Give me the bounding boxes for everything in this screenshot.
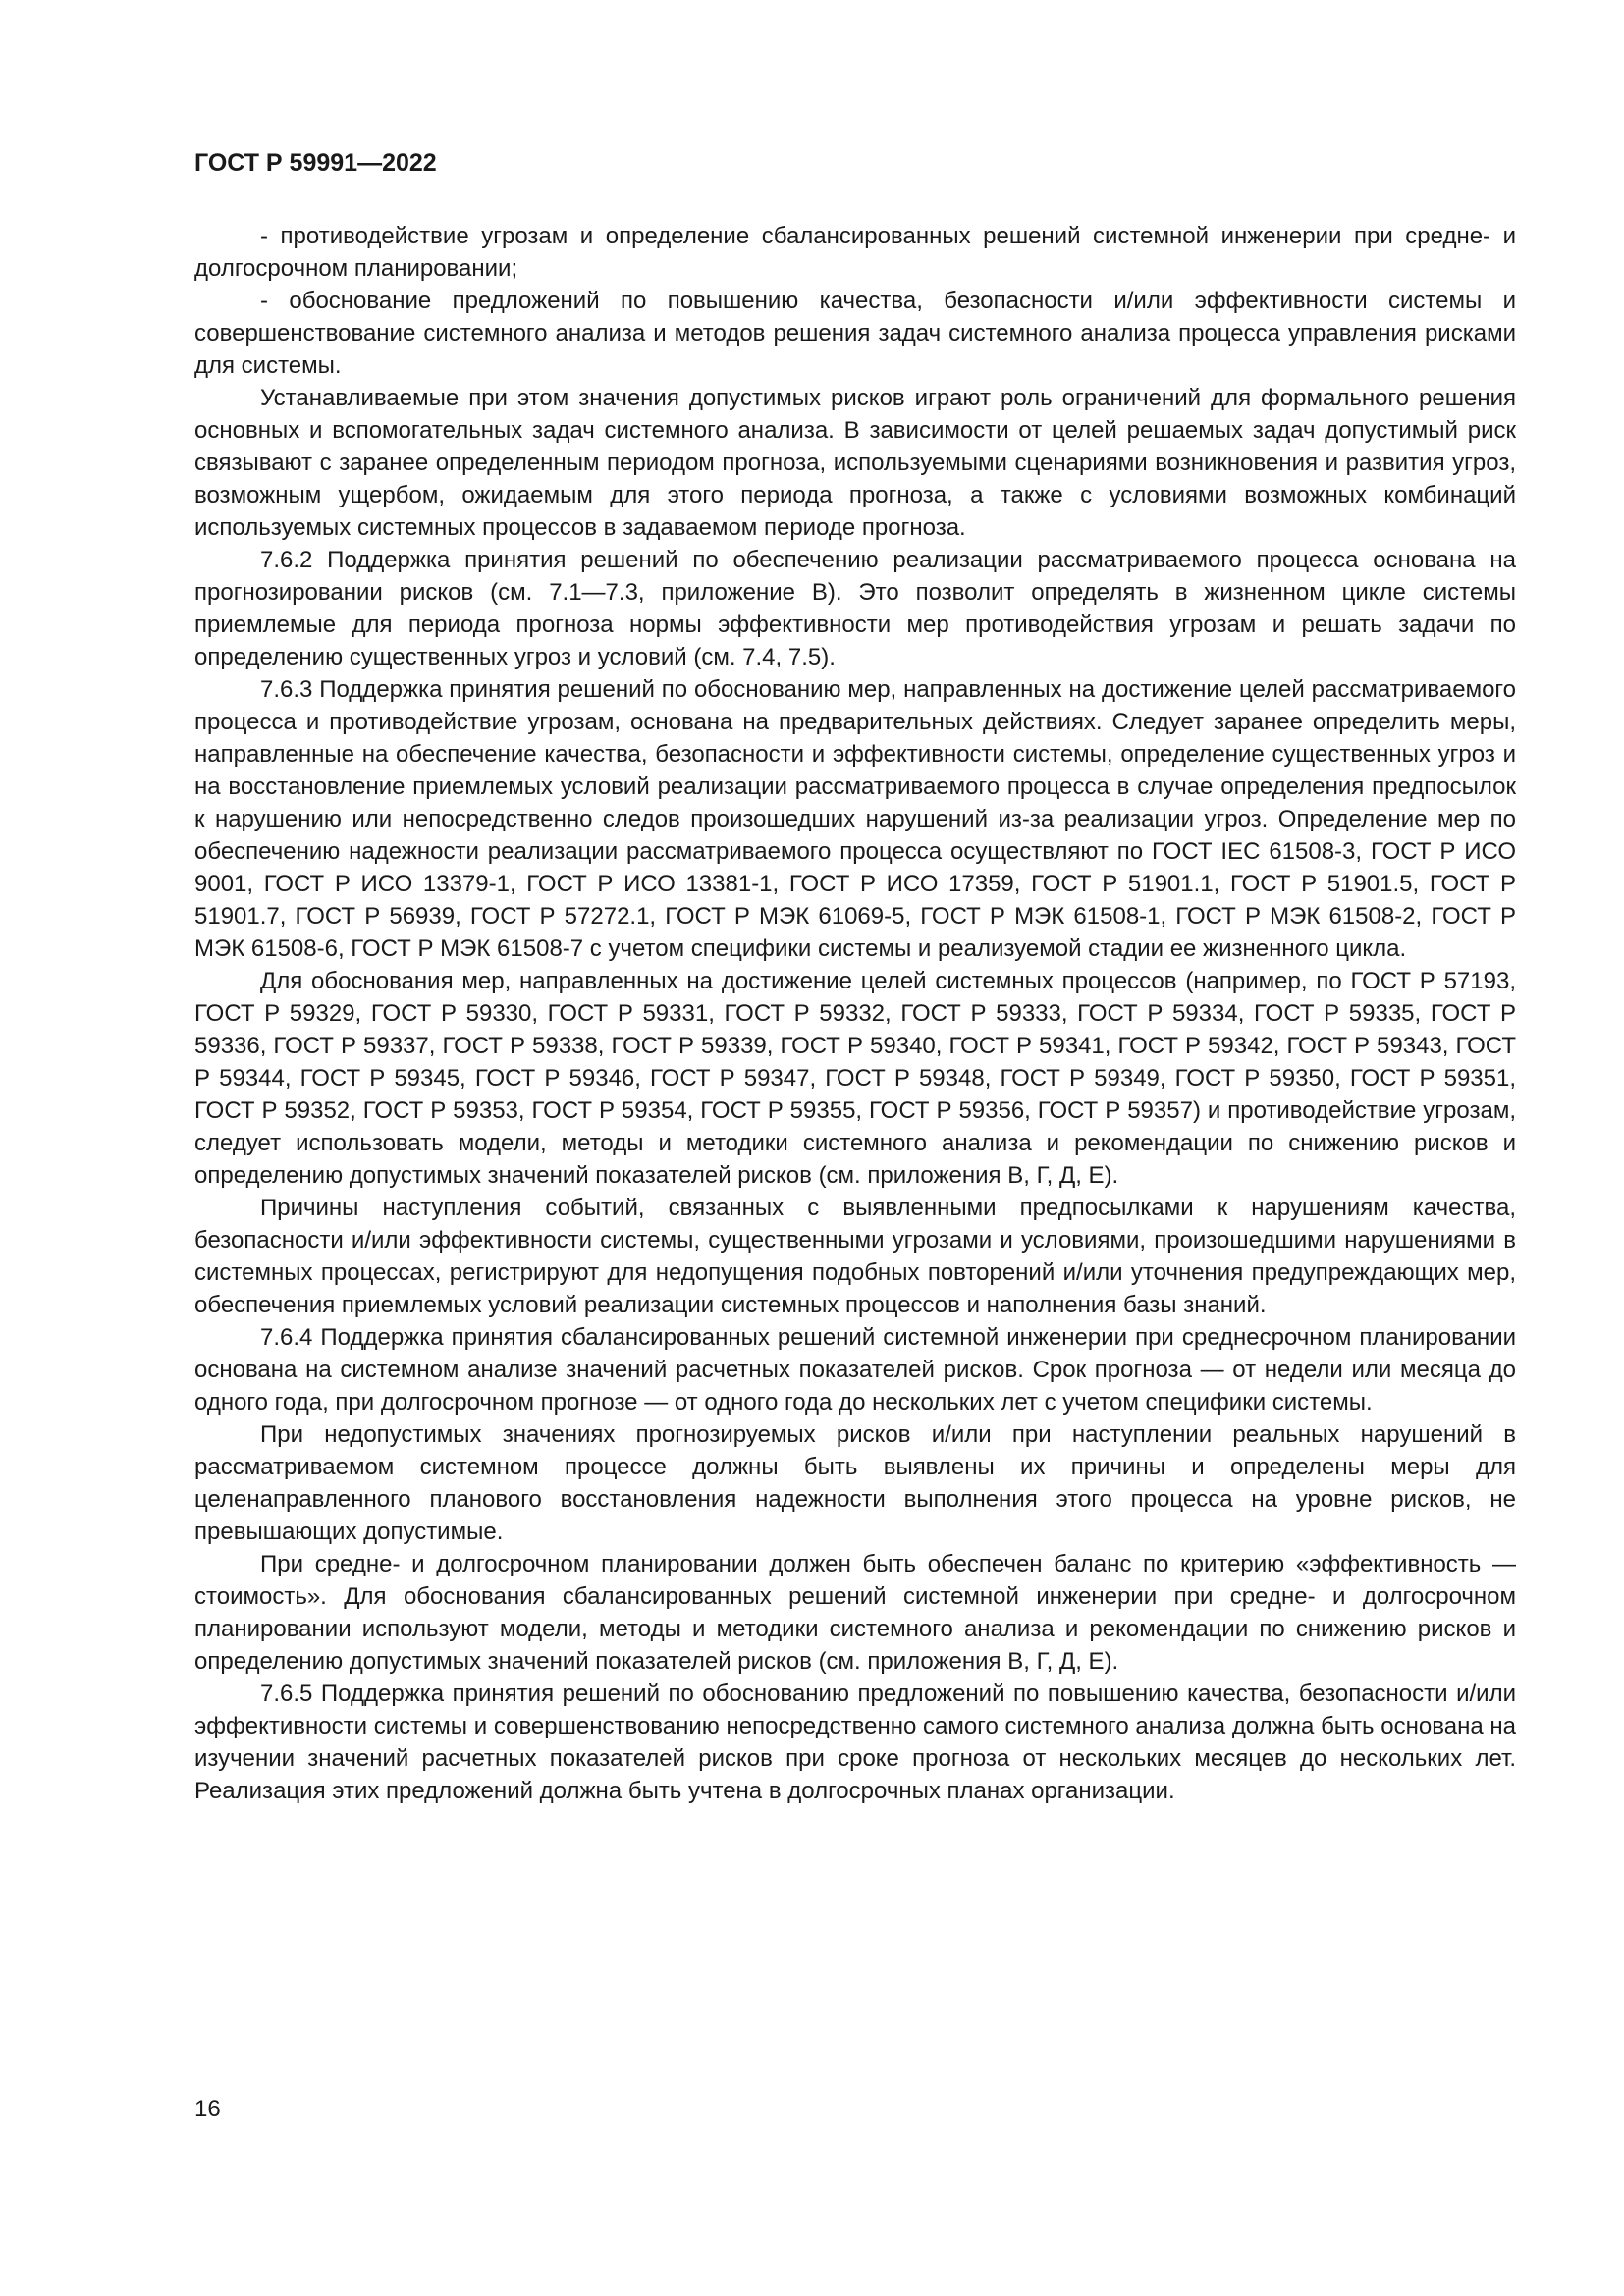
paragraph-7-6-3: 7.6.3 Поддержка принятия решений по обоснованию мер, направленных на достижение целей рассматриваемого процесса и противодействие угрозам, основана на предварительных действиях. Следует заранее определить меры, направленные на обеспечение качества, безопасности и эффективности системы, определение существенных угроз и на восстановление приемлемых условий реализации рассматриваемого процесса в случае определения предпосылок к нарушению или непосредственно следов произошедших нарушений из-за реализации угроз. Определение мер по обеспечению надежности реализации рассматриваемого процесса осуществляют по ГОСТ IEC 61508-3, ГОСТ Р ИСО 9001, ГОСТ Р ИСО 13379-1, ГОСТ Р ИСО 13381-1, ГОСТ Р ИСО 17359, ГОСТ Р 51901.1, ГОСТ Р 51901.5, ГОСТ Р 51901.7, ГОСТ Р 56939, ГОСТ Р 57272.1, ГОСТ Р МЭК 61069-5, ГОСТ Р МЭК 61508-1, ГОСТ Р МЭК 61508-2, ГОСТ Р МЭК 61508-6, ГОСТ Р МЭК 61508-7 с учетом специфики системы и реализуемой стадии ее жизненного цикла. xyxy=(194,676,1516,962)
paragraph-7-6-5: 7.6.5 Поддержка принятия решений по обоснованию предложений по повышению качества, безопасности и/или эффективности системы и совершенствованию непосредственно самого системного анализа должна быть основана на изучении значений расчетных показателей рисков при сроке прогноза от нескольких месяцев до нескольких лет. Реализация этих предложений должна быть учтена в долгосрочных планах организации. xyxy=(194,1681,1516,1804)
paragraph-7-6-4: 7.6.4 Поддержка принятия сбалансированных решений системной инженерии при среднесрочном планировании основана на системном анализе значений расчетных показателей рисков. Срок прогноза — от недели или месяца до одного года, при долгосрочном прогнозе — от одного года до нескольких лет с учетом специфики системы. xyxy=(194,1324,1516,1415)
paragraph-justification-measures: Для обоснования мер, направленных на достижение целей системных процессов (например, по ГОСТ Р 57193, ГОСТ Р 59329, ГОСТ Р 59330, ГОСТ Р 59331, ГОСТ Р 59332, ГОСТ Р 59333, ГОСТ Р 59334, ГОСТ Р 59335, ГОСТ Р 59336, ГОСТ Р 59337, ГОСТ Р 59338, ГОСТ Р 59339, ГОСТ Р 59340, ГОСТ Р 59341, ГОСТ Р 59342, ГОСТ Р 59343, ГОСТ Р 59344, ГОСТ Р 59345, ГОСТ Р 59346, ГОСТ Р 59347, ГОСТ Р 59348, ГОСТ Р 59349, ГОСТ Р 59350, ГОСТ Р 59351, ГОСТ Р 59352, ГОСТ Р 59353, ГОСТ Р 59354, ГОСТ Р 59355, ГОСТ Р 59356, ГОСТ Р 59357) и противодействие угрозам, следует использовать модели, методы и методики системного анализа и рекомендации по снижению рисков и определению допустимых значений показателей рисков (см. приложения В, Г, Д, Е). xyxy=(194,968,1516,1189)
document-body xyxy=(194,220,1516,1807)
page-number: 16 xyxy=(194,2096,221,2122)
paragraph-planning-balance: При средне- и долгосрочном планировании должен быть обеспечен баланс по критерию «эффективность — стоимость». Для обоснования сбалансированных решений системной инженерии при средне- и долгосрочном планировании используют модели, методы и методики системного анализа и рекомендации по снижению рисков и определению допустимых значений показателей рисков (см. приложения В, Г, Д, Е). xyxy=(194,1551,1516,1675)
paragraph-bullet-justification: - обоснование предложений по повышению качества, безопасности и/или эффективности системы и совершенствование системного анализа и методов решения задач системного анализа процесса управления рисками для системы. xyxy=(194,288,1516,379)
document-code-header: ГОСТ Р 59991—2022 xyxy=(194,149,437,177)
paragraph-event-causes: Причины наступления событий, связанных с выявленными предпосылками к нарушениям качества, безопасности и/или эффективности системы, существенными угрозами и условиями, произошедшими нарушениями в системных процессах, регистрируют для недопущения подобных повторений и/или уточнения предупреждающих мер, обеспечения приемлемых условий реализации системных процессов и наполнения базы знаний. xyxy=(194,1195,1516,1318)
paragraph-acceptable-risks: Устанавливаемые при этом значения допустимых рисков играют роль ограничений для формального решения основных и вспомогательных задач системного анализа. В зависимости от целей решаемых задач допустимый риск связывают с заранее определенным периодом прогноза, используемыми сценариями возникновения и развития угроз, возможным ущербом, ожидаемым для этого периода прогноза, а также с условиями возможных комбинаций используемых системных процессов в задаваемом периоде прогноза. xyxy=(194,385,1516,541)
paragraph-bullet-threats: - противодействие угрозам и определение сбалансированных решений системной инженерии при средне- и долгосрочном планировании; xyxy=(194,223,1516,282)
document-page xyxy=(194,147,1516,1807)
paragraph-unacceptable-risks: При недопустимых значениях прогнозируемых рисков и/или при наступлении реальных нарушений в рассматриваемом системном процессе должны быть выявлены их причины и определены меры для целенаправленного планового восстановления надежности выполнения этого процесса на уровне рисков, не превышающих допустимые. xyxy=(194,1421,1516,1545)
paragraph-7-6-2: 7.6.2 Поддержка принятия решений по обеспечению реализации рассматриваемого процесса основана на прогнозировании рисков (см. 7.1—7.3, приложение В). Это позволит определять в жизненном цикле системы приемлемые для периода прогноза нормы эффективности мер противодействия угрозам и решать задачи по определению существенных угроз и условий (см. 7.4, 7.5). xyxy=(194,547,1516,670)
